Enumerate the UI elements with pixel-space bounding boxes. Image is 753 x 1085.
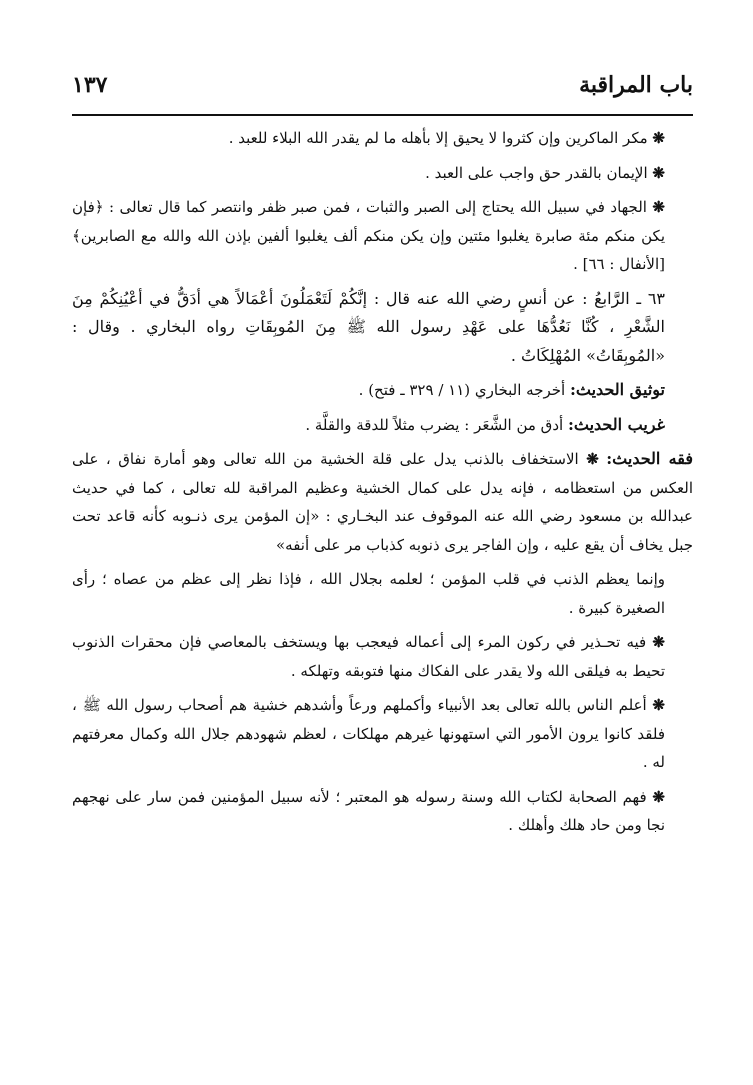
takhrij-line (72, 376, 693, 405)
star-icon: ❋ (652, 633, 665, 651)
takhrij-label: توثيق الحديث: (569, 380, 665, 399)
page-body (72, 124, 693, 842)
star-icon: ❋ (586, 450, 599, 468)
hadith-text: ٦٣ ـ الرَّابعُ : عن أنسٍ رضي الله عنه قال : إنَّكُمْ لَتَعْمَلُونَ أعْمَالاً هي أدَقُّ في أعْيُنِكُمْ مِنَ الشَّعْرِ ، كُنَّا نَعُدُّهَا على عَهْدِ رسول الله ﷺ مِنَ المُوبِقَاتِ رواه البخاري . وقال : «المُوبِقَاتُ» المُهْلِكَاتُ . (72, 288, 665, 365)
gharib-line (72, 411, 693, 440)
bullet-text: فهم الصحابة لكتاب الله وسنة رسوله هو المعتبر ؛ لأنه سبيل المؤمنين فمن سار على نهجهم نجا ومن حاد هلك وأهلك . (72, 787, 665, 834)
gharib-text: أدق من الشَّعَر : يضرب مثلاً للدقة والقلَّة . (305, 415, 564, 434)
bullet-paragraph (72, 691, 693, 777)
bullet-text: الإيمان بالقدر حق واجب على العبد . (425, 163, 648, 182)
star-icon: ❋ (652, 198, 665, 216)
bullet-text: الجهاد في سبيل الله يحتاج إلى الصبر والثبات ، فمن صبر ظفر وانتصر كما قال تعالى : ﴿فإن يكن منكم مئة صابرة يغلبوا مئتين وإن يكن منكم ألف يغلبوا ألفين بإذن الله والله مع الصابرين﴾ [الأنفال : ٦٦] . (72, 198, 665, 273)
bullet-text: مكر الماكرين وإن كثروا لا يحيق إلا بأهله ما لم يقدر الله البلاء للعبد . (228, 129, 648, 147)
page-number: ١٣٧ (72, 72, 108, 98)
star-icon: ❋ (652, 787, 665, 806)
takhrij-text: أخرجه البخاري (١١ / ٣٢٩ ـ فتح) . (358, 381, 566, 399)
fiqh-first-paragraph (72, 445, 693, 559)
star-icon: ❋ (652, 163, 665, 182)
page-header (72, 72, 693, 108)
fiqh-text: الاستخفاف بالذنب يدل على قلة الخشية من الله تعالى وهو أمارة نفاق ، على العكس من استعظامه ، فإنه يدل على كمال الخشية وعظيم المراقبة لله تعالى ، كما في حديث عبدالله بن مسعود رضي الله عنه الموقوف عند البخـاري : «إن المؤمن يرى ذنـوبه كأنه قاعد تحت جبل يخاف أن يقع عليه ، وإن الفاجر يرى ذنوبه كذباب مر على أنفه» (72, 450, 693, 554)
bullet-paragraph (72, 159, 693, 188)
bullet-paragraph (72, 628, 693, 685)
fiqh-label: فقه الحديث: (606, 449, 693, 468)
bullet-paragraph (72, 783, 693, 840)
chapter-title: باب المراقبة (579, 72, 693, 98)
bullet-text: فيه تحـذير في ركون المرء إلى أعماله فيعجب بها ويستخف بالمعاصي فإن محقرات الذنوب تحيط به فيلقى الله ولا يقدر على الفكاك منها فتوبقه وتهلكه . (72, 633, 665, 680)
gharib-label: غريب الحديث: (567, 414, 665, 434)
star-icon: ❋ (652, 129, 665, 147)
star-icon: ❋ (652, 696, 665, 714)
header-rule (72, 114, 693, 116)
bullet-paragraph (72, 124, 693, 153)
bullet-text: أعلم الناس بالله تعالى بعد الأنبياء وأكملهم ورعاً وأشدهم خشية هم أصحاب رسول الله ﷺ ، فلقد كانوا يرون الأمور التي استهونها غيرهم مهلكات ، لعظم شهودهم جلال الله وكمال معرفتهم له . (72, 696, 665, 771)
fiqh-paragraph: وإنما يعظم الذنب في قلب المؤمن ؛ لعلمه بجلال الله ، فإذا نظر إلى عظم من عصاه ؛ رأى الصغيرة كبيرة . (72, 570, 665, 617)
bullet-paragraph (72, 193, 693, 279)
